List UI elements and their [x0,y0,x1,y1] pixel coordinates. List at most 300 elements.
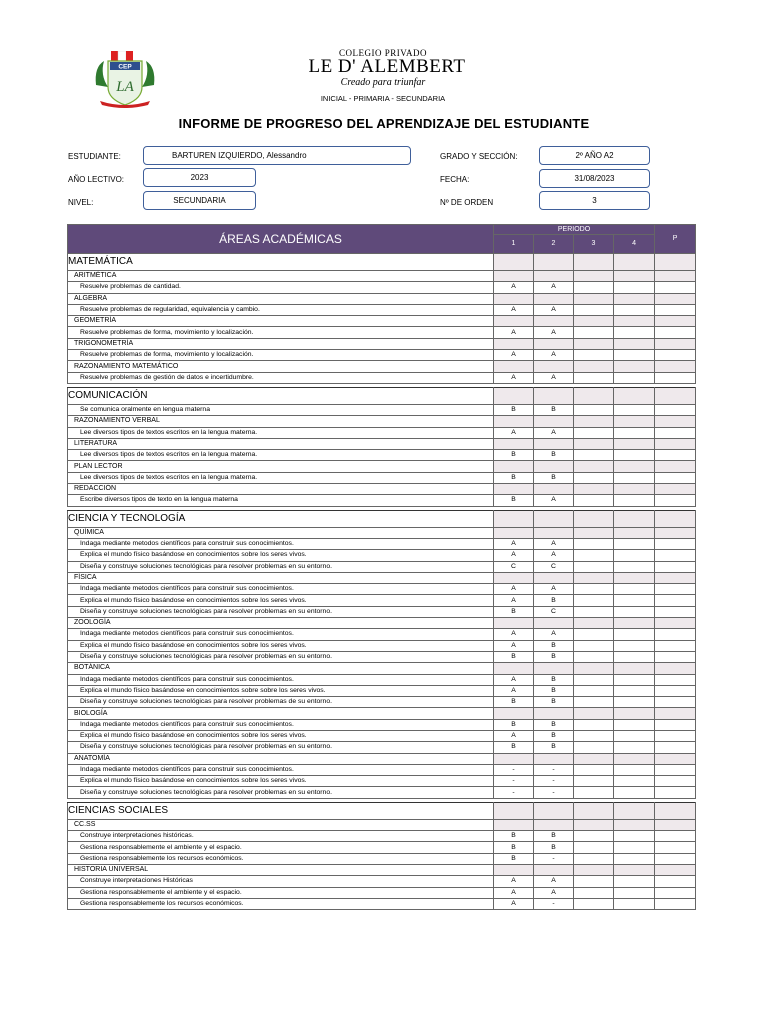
competency-row [68,606,696,617]
school-levels: INICIAL - PRIMARIA - SECUNDARIA [320,94,446,103]
grade-period-2: - [534,853,574,864]
competency-name: Indaga mediante metodos científicos para construir sus conocimientos. [68,629,494,640]
grade-period-2: A [534,876,574,887]
final-grade [655,606,696,617]
grade-period-2 [534,572,574,583]
course-row [68,527,696,538]
competency-name: Diseña y construye soluciones tecnológicas para resolver problemas en su entorno. [68,606,494,617]
competency-name: Diseña y construye soluciones tecnológicas para resolver problemas en su entorno. [68,651,494,662]
order-field: 3 [539,191,650,210]
school-name: LE D' ALEMBERT [308,56,466,77]
grade-period-4 [614,640,655,651]
course-name: ANATOMÍA [68,753,494,764]
competency-name: Escribe diversos tipos de texto en la lengua materna [68,495,494,506]
grade-period-3 [574,572,614,583]
final-grade [655,802,696,819]
grade-period-2: B [534,404,574,415]
grade-period-3 [574,461,614,472]
final-grade [655,629,696,640]
grade-period-2: B [534,674,574,685]
grade-period-1: A [494,629,534,640]
final-grade [655,293,696,304]
grade-period-2 [534,527,574,538]
final-grade [655,864,696,875]
grade-period-3 [574,898,614,909]
grade-period-1: A [494,595,534,606]
final-grade [655,361,696,372]
competency-name: Resuelve problemas de cantidad. [68,282,494,293]
grade-period-2: A [534,550,574,561]
grade-period-1 [494,663,534,674]
final-grade [655,450,696,461]
grade-period-3 [574,527,614,538]
competency-row [68,876,696,887]
competency-name: Resuelve problemas de forma, movimiento y localización. [68,327,494,338]
grade-period-3 [574,538,614,549]
student-name-field: BARTUREN IZQUIERDO, Alessandro [143,146,411,165]
grade-period-1: B [494,495,534,506]
grade-period-4 [614,742,655,753]
final-grade [655,697,696,708]
grade-period-2 [534,461,574,472]
grade-period-2 [534,338,574,349]
final-grade [655,304,696,315]
grade-period-3 [574,764,614,775]
final-grade [655,495,696,506]
grade-period-4 [614,416,655,427]
grade-period-1: A [494,685,534,696]
competency-name: Gestiona responsablemente el ambiente y el espacio. [68,887,494,898]
course-name: ALGEBRA [68,293,494,304]
area-name: MATEMÁTICA [68,254,494,271]
grade-period-2: C [534,561,574,572]
grade-period-3 [574,404,614,415]
grade-period-3 [574,629,614,640]
grade-period-4 [614,629,655,640]
report-title: INFORME DE PROGRESO DEL APRENDIZAJE DEL ESTUDIANTE [178,116,590,131]
grade-period-1 [494,416,534,427]
grade-period-4 [614,584,655,595]
competency-row [68,282,696,293]
grade-period-3 [574,753,614,764]
course-row [68,316,696,327]
grade-period-2: B [534,742,574,753]
area-row [68,254,696,271]
grade-period-1 [494,271,534,282]
competency-name: Indaga mediante metodos científicos para construir sus conocimientos. [68,584,494,595]
grade-period-2: A [534,629,574,640]
grade-period-1: B [494,606,534,617]
final-grade [655,254,696,271]
grade-period-2: B [534,595,574,606]
final-grade [655,618,696,629]
competency-row [68,550,696,561]
grade-period-1 [494,461,534,472]
final-grade [655,753,696,764]
grade-period-4 [614,472,655,483]
competency-name: Lee diversos tipos de textos escritos en la lengua materna. [68,450,494,461]
grade-period-2 [534,387,574,404]
competency-name: Indaga mediante metodos científicos para construir sus conocimientos. [68,674,494,685]
grade-period-2: B [534,730,574,741]
grade-period-3 [574,842,614,853]
grade-period-4 [614,831,655,842]
course-name: RAZONAMIENTO VERBAL [68,416,494,427]
grade-period-2 [534,271,574,282]
grade-period-4 [614,819,655,830]
grade-period-1 [494,361,534,372]
grade-period-3 [574,663,614,674]
final-header: P [655,225,696,254]
grade-period-1 [494,438,534,449]
grade-period-4 [614,316,655,327]
grade-period-2: A [534,887,574,898]
final-grade [655,372,696,383]
grade-period-2 [534,618,574,629]
grade-period-1: A [494,372,534,383]
grade-period-1: A [494,350,534,361]
grade-period-1 [494,864,534,875]
competency-row [68,764,696,775]
grade-period-3 [574,327,614,338]
grade-period-3 [574,304,614,315]
grade-period-4 [614,561,655,572]
grade-period-1: A [494,898,534,909]
competency-row [68,887,696,898]
grade-period-2: A [534,304,574,315]
final-grade [655,887,696,898]
grade-period-3 [574,416,614,427]
grade-period-4 [614,450,655,461]
grade-period-2: A [534,427,574,438]
final-grade [655,472,696,483]
grade-period-2 [534,802,574,819]
grade-period-2: B [534,450,574,461]
grade-period-1: B [494,742,534,753]
final-grade [655,819,696,830]
grade-period-4 [614,527,655,538]
competency-row [68,685,696,696]
course-name: CC.SS [68,819,494,830]
competency-row [68,697,696,708]
grade-period-1: A [494,876,534,887]
grade-period-1: A [494,674,534,685]
final-grade [655,350,696,361]
grade-period-3 [574,338,614,349]
grade-period-4 [614,787,655,798]
grade-period-3 [574,495,614,506]
grade-period-1: A [494,584,534,595]
course-name: RAZONAMIENTO MATEMÁTICO [68,361,494,372]
course-name: HISTORIA UNIVERSAL [68,864,494,875]
area-row [68,802,696,819]
final-grade [655,651,696,662]
grade-period-2 [534,416,574,427]
grade-period-4 [614,876,655,887]
final-grade [655,484,696,495]
final-grade [655,764,696,775]
grade-period-4 [614,730,655,741]
competency-name: Resuelve problemas de regularidad, equivalencia y cambio. [68,304,494,315]
competency-row [68,404,696,415]
area-row [68,387,696,404]
year-field: 2023 [143,168,256,187]
student-label: ESTUDIANTE: [68,152,121,161]
grade-period-4 [614,802,655,819]
grade-period-1: - [494,787,534,798]
final-grade [655,853,696,864]
grade-period-3 [574,887,614,898]
final-grade [655,742,696,753]
competency-name: Diseña y construye soluciones tecnológicas para resolver problemas en su entorno. [68,561,494,572]
competency-name: Se comunica oralmente en lengua materna [68,404,494,415]
course-name: REDACCIÓN [68,484,494,495]
competency-name: Explica el mundo físico basándose en conocimientos sobre los seres vivos. [68,776,494,787]
competency-name: Explica el mundo físico basándose en conocimientos sobre los seres vivos. [68,640,494,651]
course-row [68,663,696,674]
grade-period-1 [494,572,534,583]
period-2-header: 2 [534,235,574,254]
grade-period-1: A [494,640,534,651]
final-grade [655,316,696,327]
course-row [68,361,696,372]
final-grade [655,527,696,538]
grade-period-2 [534,708,574,719]
grade-period-1: B [494,719,534,730]
grade-period-3 [574,316,614,327]
final-grade [655,438,696,449]
level-field: SECUNDARIA [143,191,256,210]
competency-name: Diseña y construye soluciones tecnológicas para resolver problemas de su entorno. [68,697,494,708]
course-row [68,864,696,875]
final-grade [655,719,696,730]
grade-period-3 [574,742,614,753]
grade-period-1: A [494,427,534,438]
grade-period-2 [534,663,574,674]
course-name: FÍSICA [68,572,494,583]
grade-period-3 [574,708,614,719]
area-name: CIENCIAS SOCIALES [68,802,494,819]
competency-row [68,674,696,685]
grade-period-3 [574,550,614,561]
grade-period-4 [614,550,655,561]
grade-period-3 [574,674,614,685]
course-row [68,338,696,349]
final-grade [655,730,696,741]
grade-period-3 [574,484,614,495]
grade-period-3 [574,876,614,887]
competency-name: Construye interpretaciones Históricas [68,876,494,887]
grade-period-4 [614,697,655,708]
grade-period-3 [574,561,614,572]
grade-period-2: - [534,776,574,787]
grade-period-2: B [534,842,574,853]
final-grade [655,404,696,415]
final-grade [655,538,696,549]
grade-period-3 [574,387,614,404]
course-name: LITERATURA [68,438,494,449]
competency-row [68,327,696,338]
grade-period-4 [614,304,655,315]
final-grade [655,674,696,685]
grade-period-2: B [534,719,574,730]
final-grade [655,550,696,561]
competency-row [68,730,696,741]
grade-period-2: C [534,606,574,617]
grade-period-2: A [534,584,574,595]
competency-name: Explica el mundo físico basándose en conocimientos sobre los seres vivos. [68,730,494,741]
grade-period-2: B [534,697,574,708]
competency-row [68,787,696,798]
area-name: CIENCIA Y TECNOLOGÍA [68,510,494,527]
grade-period-3 [574,640,614,651]
grade-period-4 [614,361,655,372]
grade-period-2: A [534,327,574,338]
competency-row [68,584,696,595]
competency-row [68,719,696,730]
grade-period-1: B [494,472,534,483]
grade-period-1: A [494,730,534,741]
competency-row [68,853,696,864]
grade-period-4 [614,719,655,730]
grade-period-4 [614,663,655,674]
course-row [68,484,696,495]
grade-period-4 [614,438,655,449]
grade-period-2: B [534,640,574,651]
final-grade [655,898,696,909]
course-row [68,293,696,304]
course-row [68,461,696,472]
final-grade [655,282,696,293]
final-grade [655,572,696,583]
grade-period-1: B [494,651,534,662]
final-grade [655,708,696,719]
grade-period-1: C [494,561,534,572]
date-label: FECHA: [440,175,470,184]
level-label: NIVEL: [68,198,94,207]
grade-period-4 [614,282,655,293]
grade-period-1 [494,527,534,538]
grade-period-4 [614,338,655,349]
grade-period-3 [574,864,614,875]
grade-period-1: A [494,327,534,338]
grade-period-2: - [534,898,574,909]
competency-row [68,350,696,361]
grade-period-4 [614,685,655,696]
competency-name: Lee diversos tipos de textos escritos en la lengua materna. [68,427,494,438]
competency-name: Resuelve problemas de gestión de datos e incertidumbre. [68,372,494,383]
grades-table [67,224,696,910]
grade-period-3 [574,787,614,798]
grade-period-3 [574,438,614,449]
final-grade [655,510,696,527]
competency-name: Diseña y construye soluciones tecnológicas para resolver problemas en su entorno. [68,742,494,753]
grade-period-1: A [494,304,534,315]
date-field: 31/08/2023 [539,169,650,188]
grade-period-2: B [534,831,574,842]
grade-period-3 [574,271,614,282]
grade-period-1: A [494,550,534,561]
final-grade [655,584,696,595]
grade-period-4 [614,327,655,338]
grade-period-3 [574,685,614,696]
grade-period-3 [574,450,614,461]
grade-period-3 [574,802,614,819]
grade-period-1 [494,708,534,719]
grade-period-4 [614,372,655,383]
grade-period-4 [614,387,655,404]
grade-period-4 [614,618,655,629]
grade-period-3 [574,697,614,708]
competency-name: Indaga mediante metodos científicos para construir sus conocimientos. [68,538,494,549]
final-grade [655,338,696,349]
competency-row [68,831,696,842]
school-type: COLEGIO PRIVADO [338,48,428,58]
order-label: Nº DE ORDEN [440,198,494,207]
course-row [68,618,696,629]
grade-period-2: - [534,787,574,798]
grade-period-2 [534,819,574,830]
grade-period-2: B [534,685,574,696]
final-grade [655,640,696,651]
competency-row [68,742,696,753]
svg-text:CEP: CEP [118,63,132,71]
grade-period-4 [614,842,655,853]
grade-period-4 [614,495,655,506]
grade-period-1 [494,316,534,327]
course-row [68,572,696,583]
grade-field: 2º AÑO A2 [539,146,650,165]
grade-period-1: A [494,538,534,549]
competency-row [68,629,696,640]
grade-period-1 [494,753,534,764]
grade-period-4 [614,776,655,787]
grade-period-3 [574,254,614,271]
grade-period-1 [494,484,534,495]
competency-row [68,651,696,662]
competency-row [68,472,696,483]
school-logo [92,51,158,109]
grade-period-4 [614,461,655,472]
grade-period-1: A [494,282,534,293]
grade-period-1: A [494,887,534,898]
course-row [68,708,696,719]
competency-row [68,595,696,606]
grade-period-2 [534,254,574,271]
grade-period-3 [574,730,614,741]
grade-period-3 [574,853,614,864]
course-row [68,416,696,427]
final-grade [655,595,696,606]
grade-period-1: B [494,853,534,864]
grade-period-2 [534,510,574,527]
grade-period-3 [574,350,614,361]
grade-period-4 [614,708,655,719]
grade-period-3 [574,819,614,830]
competency-row [68,842,696,853]
competency-row [68,427,696,438]
grade-period-1 [494,819,534,830]
competency-row [68,372,696,383]
grade-period-2 [534,484,574,495]
grade-period-3 [574,282,614,293]
competency-row [68,450,696,461]
grade-period-4 [614,572,655,583]
course-row [68,753,696,764]
grade-period-3 [574,427,614,438]
svg-text:LA: LA [116,79,134,95]
grade-label: GRADO Y SECCIÓN: [440,152,518,161]
